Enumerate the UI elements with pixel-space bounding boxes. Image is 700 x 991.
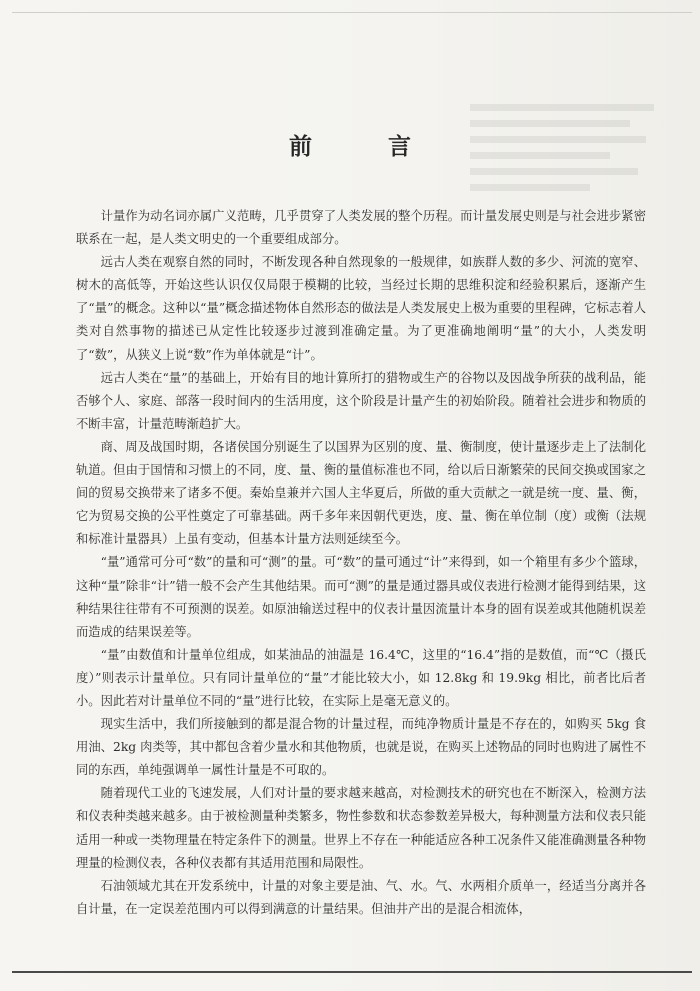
page-title: 前 言: [288, 133, 445, 160]
paragraph: 随着现代工业的飞速发展，人们对计量的要求越来越高，对检测技术的研究也在不断深入，检测方法和仪表种类越来越多。由于被检测量种类繁多，物性参数和状态参数差异极大，每种测量方法和仪表只能适用一种或一类物理量在特定条件下的测量。世界上不存在一种能适应各种工况条件又能准确测量各种物理量的检测仪表，各种仪表都有其适用范围和局限性。: [76, 786, 646, 870]
paragraph: 石油领域尤其在开发系统中，计量的对象主要是油、气、水。气、水两相介质单一，经适当分离并各自计量，在一定误差范围内可以得到满意的计量结果。但油井产出的是混合相流体，: [76, 878, 646, 916]
top-rule: [12, 12, 692, 13]
paragraph: 远古人类在“量”的基础上，开始有目的地计算所打的猎物或生产的谷物以及因战争所获的战利品，能否够个人、家庭、部落一段时间内的生活用度，这个阶段是计量产生的初始阶段。随着社会进步和物质的不断丰富，计量范畴渐趋扩大。: [76, 370, 646, 431]
paragraph: 远古人类在观察自然的同时，不断发现各种自然现象的一般规律，如族群人数的多少、河流的宽窄、树木的高低等，开始这些认识仅仅局限于模糊的比较，当经过长期的思维积淀和经验积累后，逐渐产生了“量”的概念。这种以“量”概念描述物体自然形态的做法是人类发展史上极为重要的里程碑，它标志着人类对自然事物的描述已从定性比较逐步过渡到准确定量。为了更准确地阐明“量”的大小，人类发明了“数”，从狭义上说“数”作为单体就是“计”。: [76, 255, 646, 362]
paragraph: 计量作为动名词亦属广义范畴，几乎贯穿了人类发展的整个历程。而计量发展史则是与社会进步紧密联系在一起，是人类文明史的一个重要组成部分。: [76, 209, 646, 247]
preface-body: [76, 205, 646, 921]
paragraph: “量”由数值和计量单位组成，如某油品的油温是 16.4℃，这里的“16.4”指的是数值，而“℃（摄氏度）”则表示计量单位。只有同计量单位的“量”才能比较大小，如 12.8kg 和 19.9kg 相比，前者比后者小。因此若对计量单位不同的“量”进行比较，在实际上是毫无意义的。: [76, 647, 646, 708]
paragraph: 现实生活中，我们所接触到的都是混合物的计量过程，而纯净物质计量是不存在的，如购买 5kg 食用油、2kg 肉类等，其中都包含着少量水和其他物质，也就是说，在购买上述物品的同时也购进了属性不同的东西，单纯强调单一属性计量是不可取的。: [76, 717, 646, 778]
bottom-rule: [12, 971, 692, 973]
paragraph: “量”通常可分可“数”的量和可“测”的量。可“数”的量可通过“计”来得到，如一个箱里有多少个篮球，这种“量”除非“计”错一般不会产生其他结果。而可“测”的量是通过器具或仪表进行检测才能得到结果，这种结果往往带有不可预测的误差。如原油输送过程中的仪表计量因流量计本身的固有误差或其他随机误差而造成的结果误差等。: [76, 555, 646, 639]
paragraph: 商、周及战国时期，各诸侯国分别诞生了以国界为区别的度、量、衡制度，使计量逐步走上了法制化轨道。但由于国情和习惯上的不同，度、量、衡的量值标准也不同，给以后日渐繁荣的民间交换或国家之间的贸易交换带来了诸多不便。秦始皇兼并六国人主华夏后，所做的重大贡献之一就是统一度、量、衡，它为贸易交换的公平性奠定了可靠基础。两千多年来因朝代更迭，度、量、衡在单位制（度）或衡（法规和标准计量器具）上虽有变动，但基本计量方法则延续至今。: [76, 439, 646, 547]
